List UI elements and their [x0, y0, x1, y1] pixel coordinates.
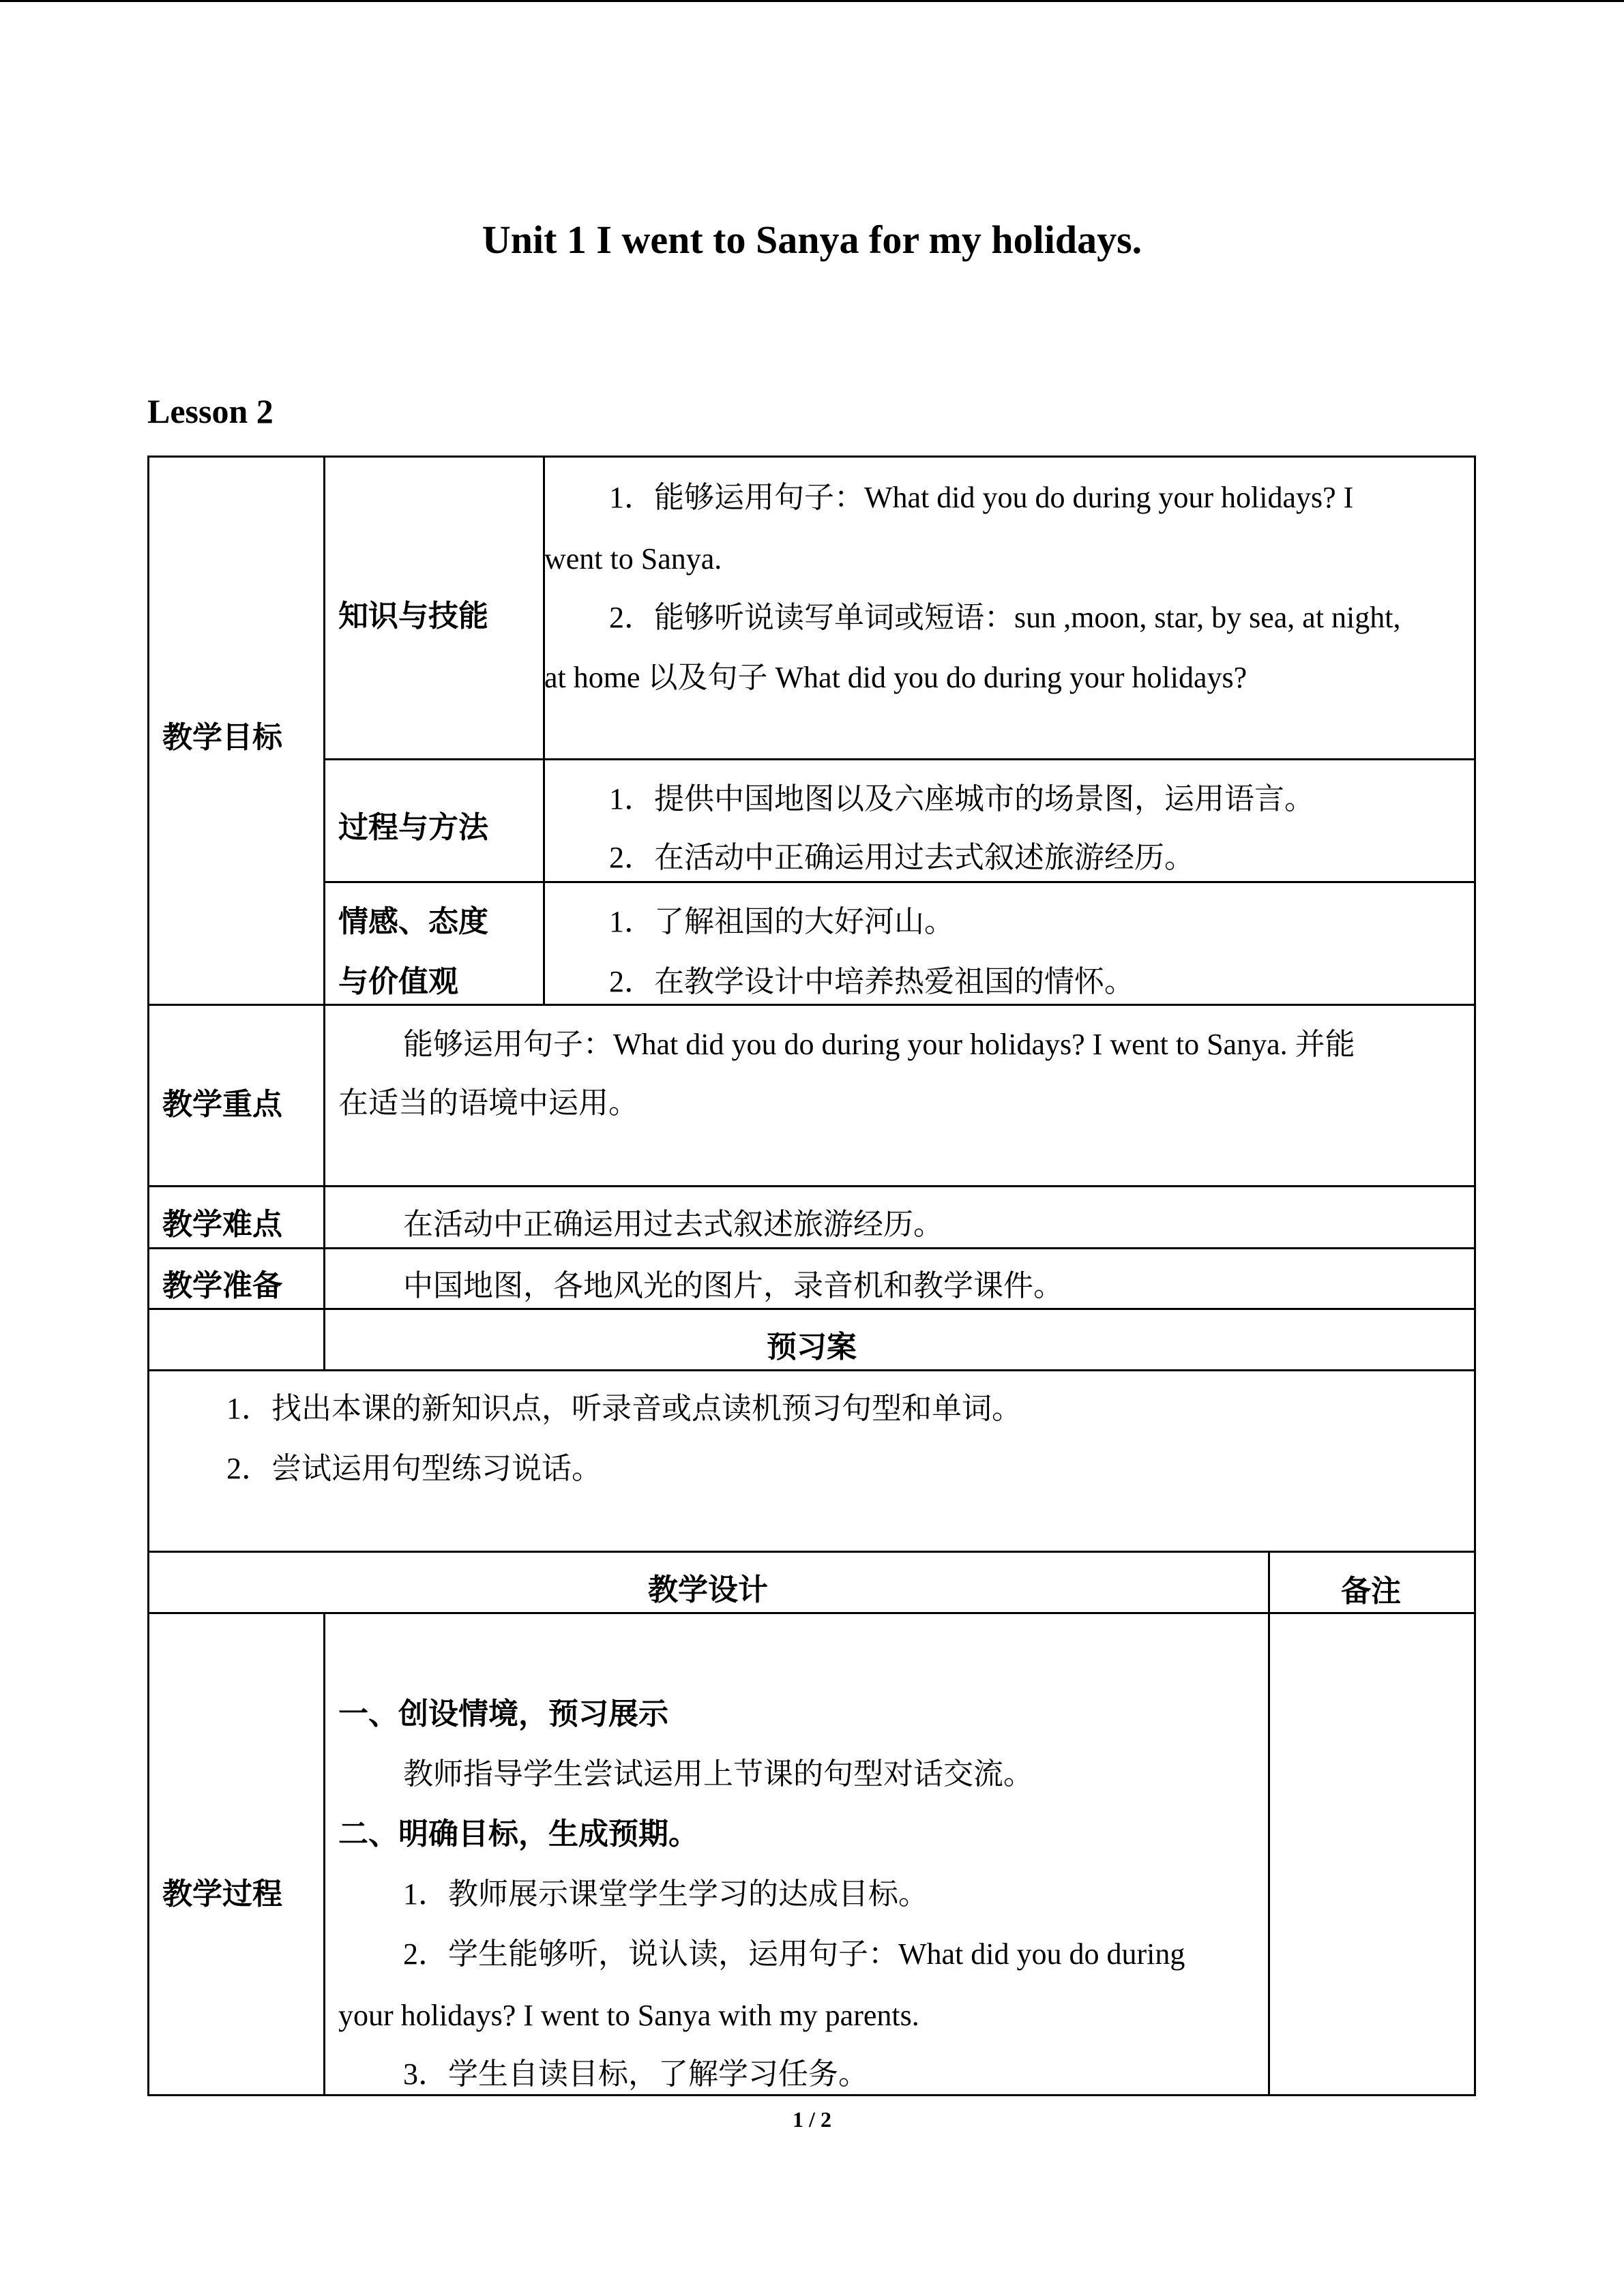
- document-title: Unit 1 I went to Sanya for my holidays.: [482, 218, 1142, 262]
- table-line: [323, 456, 325, 1371]
- key-points-label: 教学重点: [162, 1087, 282, 1122]
- table-line: [1268, 1551, 1270, 2096]
- table-line: [323, 1612, 325, 2096]
- design-header: 教学设计: [648, 1572, 768, 1607]
- process-methods-label: 过程与方法: [338, 810, 488, 845]
- difficulties-label: 教学难点: [162, 1207, 282, 1242]
- difficulties-text: 在活动中正确运用过去式叙述旅游经历。: [403, 1208, 943, 1241]
- objectives-label: 教学目标: [162, 720, 282, 755]
- notes-header: 备注: [1341, 1574, 1401, 1609]
- knowledge-skills-label: 知识与技能: [338, 599, 488, 633]
- preparation-text: 中国地图，各地风光的图片，录音机和教学课件。: [403, 1269, 1063, 1302]
- top-border: [0, 0, 1624, 2]
- procedure-item-1: 1．教师展示课堂学生学习的达成目标。: [403, 1877, 928, 1911]
- procedure-item-3: 3．学生自读目标，了解学习任务。: [403, 2057, 868, 2091]
- emotion-line-2: 2．在教学设计中培养热爱祖国的情怀。: [609, 965, 1134, 998]
- knowledge-line-2a: 2．能够听说读写单词或短语：sun ,moon, star, by sea, at night,: [609, 601, 1401, 634]
- procedure-section-2-title: 二、明确目标，生成预期。: [338, 1817, 698, 1851]
- emotion-line-1: 1．了解祖国的大好河山。: [609, 905, 954, 938]
- knowledge-line-1b: went to Sanya.: [544, 542, 722, 576]
- table-line: [147, 456, 1476, 458]
- table-line: [147, 1185, 1476, 1187]
- preview-line-2: 2．尝试运用句型练习说话。: [226, 1452, 602, 1485]
- key-points-line-2: 在适当的语境中运用。: [338, 1086, 638, 1120]
- preview-line-1: 1．找出本课的新知识点，听录音或点读机预习句型和单词。: [226, 1392, 1022, 1425]
- key-points-line-1: 能够运用句子：What did you do during your holidays? I went to Sanya. 并能: [403, 1028, 1355, 1061]
- emotion-label-line-1: 情感、态度: [338, 904, 488, 939]
- table-line: [1474, 456, 1476, 2096]
- procedure-section-1-title: 一、创设情境，预习展示: [338, 1697, 668, 1731]
- table-line: [147, 456, 149, 2096]
- table-line: [323, 758, 1476, 760]
- knowledge-line-1a: 1．能够运用句子：What did you do during your holidays? I: [609, 481, 1354, 514]
- lesson-heading: Lesson 2: [147, 392, 274, 430]
- procedure-label: 教学过程: [162, 1877, 282, 1911]
- process-line-2: 2．在活动中正确运用过去式叙述旅游经历。: [609, 841, 1194, 874]
- preparation-label: 教学准备: [162, 1268, 282, 1303]
- procedure-item-2a: 2．学生能够听，说认读，运用句子：What did you do during: [403, 1937, 1185, 1971]
- preview-header: 预习案: [767, 1330, 857, 1365]
- procedure-item-2b: your holidays? I went to Sanya with my parents.: [338, 1999, 919, 2032]
- procedure-section-1-text: 教师指导学生尝试运用上节课的句型对话交流。: [403, 1757, 1033, 1791]
- emotion-label-line-2: 与价值观: [338, 964, 458, 999]
- process-line-1: 1．提供中国地图以及六座城市的场景图，运用语言。: [609, 782, 1314, 816]
- table-line: [147, 1551, 1476, 1553]
- knowledge-line-2b: at home 以及句子 What did you do during your holidays?: [544, 661, 1247, 694]
- page-number: 1 / 2: [793, 2107, 831, 2132]
